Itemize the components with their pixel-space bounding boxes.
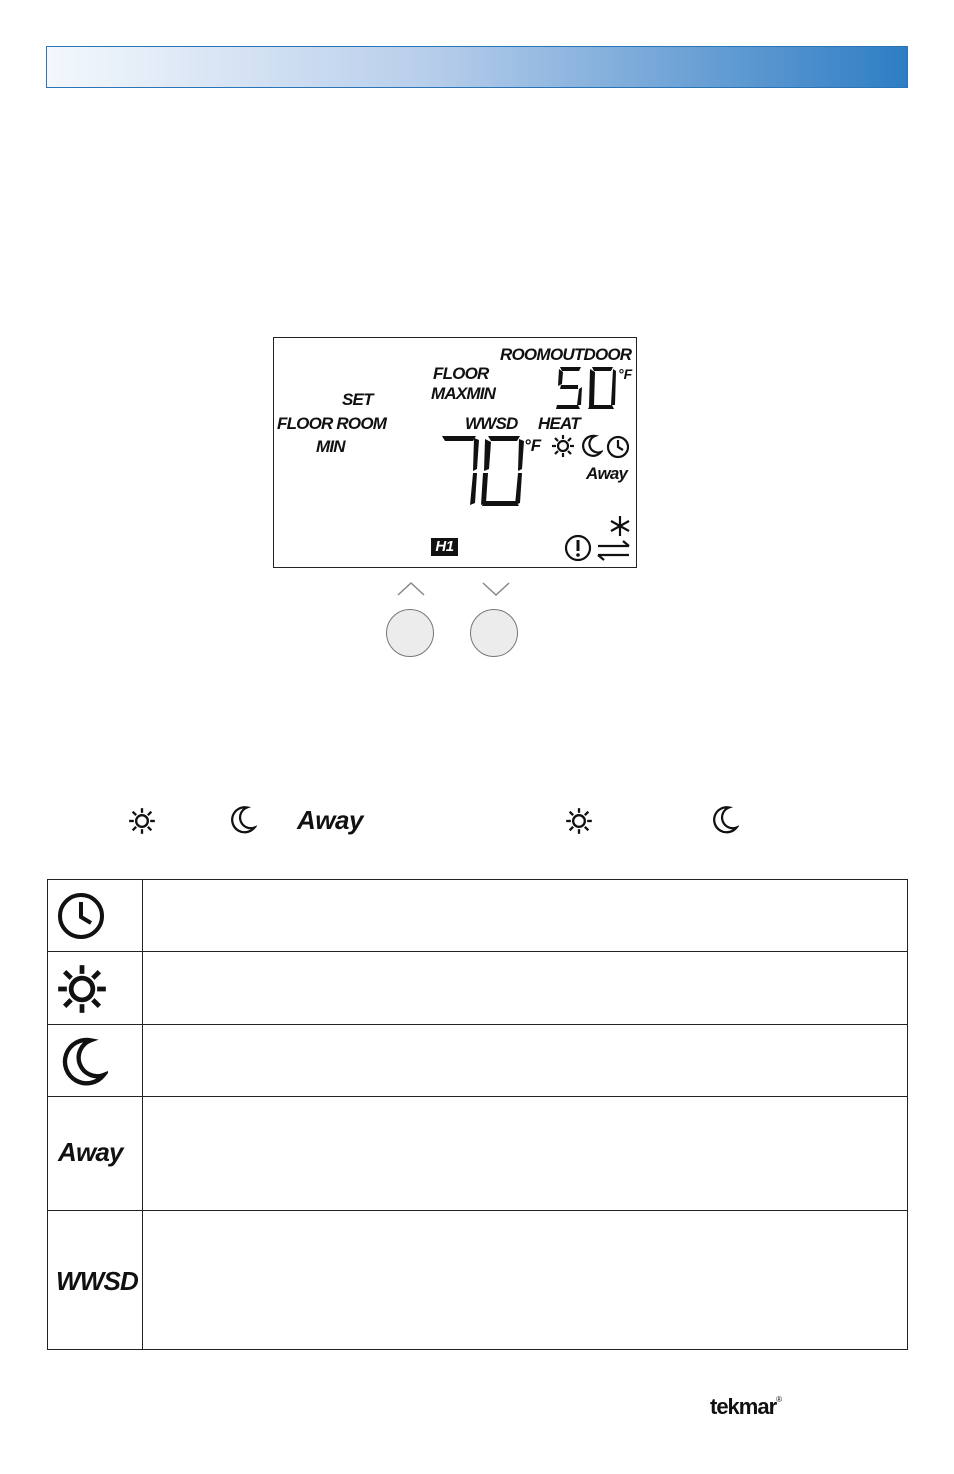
section-header-bar — [46, 46, 908, 88]
sun-icon — [565, 807, 593, 835]
sun-icon — [551, 434, 575, 458]
maxmin-label: MAXMIN — [431, 384, 496, 403]
sun-icon — [128, 807, 156, 835]
h1-badge: H1 — [431, 538, 458, 556]
down-button[interactable] — [470, 609, 518, 657]
away-mode-label: Away — [297, 805, 363, 835]
table-row — [48, 951, 907, 1024]
exchange-arrows-icon — [596, 539, 632, 561]
symbol-legend-table — [47, 879, 908, 1350]
away-indicator: Away — [586, 464, 628, 483]
heat-label: HEAT — [538, 414, 580, 433]
set-label: SET — [342, 390, 373, 409]
away-row-label: Away — [58, 1137, 123, 1167]
room-label: ROOM — [500, 345, 550, 364]
brand-logo — [710, 1396, 781, 1418]
outdoor-label: OUTDOOR — [550, 345, 632, 364]
table-row — [48, 1210, 907, 1350]
outdoor-unit: °F — [618, 366, 633, 382]
main-digits-glyph — [442, 436, 524, 506]
moon-icon — [56, 1036, 108, 1088]
min-label: MIN — [316, 437, 345, 456]
wwsd-label: WWSD — [465, 414, 518, 433]
sun-icon — [56, 963, 108, 1015]
snowflake-icon — [609, 515, 631, 537]
up-button[interactable] — [386, 609, 434, 657]
main-temperature-reading — [436, 433, 546, 509]
brand-name: tekmar — [710, 1394, 777, 1419]
table-row — [48, 1096, 907, 1210]
wwsd-row-label: WWSD — [56, 1266, 138, 1296]
clock-icon — [56, 891, 106, 941]
outdoor-digits-glyph — [556, 367, 616, 409]
chevron-up-icon — [396, 581, 426, 597]
moon-icon — [709, 805, 739, 835]
floor-label-top: FLOOR — [433, 364, 489, 383]
chevron-down-icon — [481, 581, 511, 597]
main-unit: °F — [524, 436, 542, 455]
outdoor-temperature-reading — [554, 365, 634, 411]
table-row — [48, 880, 907, 951]
moon-icon — [227, 805, 257, 835]
moon-icon — [579, 434, 603, 458]
thermostat-lcd-display — [273, 337, 637, 568]
registered-mark: ® — [776, 1395, 782, 1404]
clock-icon — [605, 434, 631, 460]
warning-icon — [563, 533, 593, 563]
floor-room-label: FLOOR ROOM — [277, 414, 387, 433]
table-row — [48, 1024, 907, 1096]
